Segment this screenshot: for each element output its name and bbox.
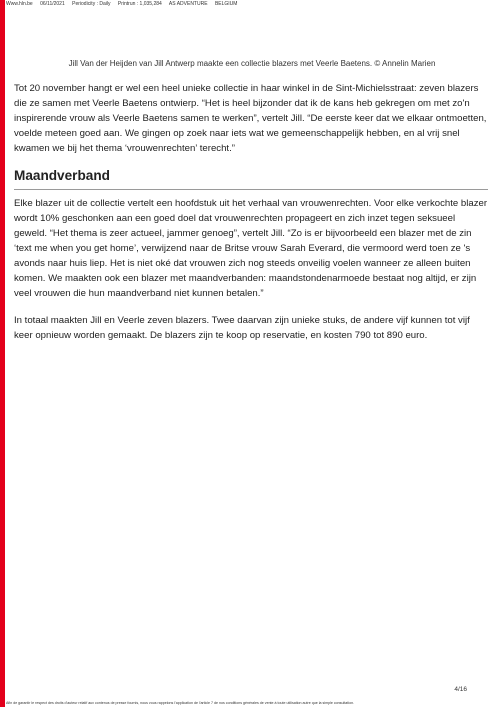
periodicity: Periodicity : Daily (72, 1, 111, 7)
body-paragraph: Elke blazer uit de collectie vertelt een hoofdstuk uit het verhaal van vrouwenrechten. Voor elke verkochte blazer wordt 10% geschonken aan een goed doel dat vrouwenrechten propageert en zich inzet tegen seksueel geweld. “Het thema is zeer actueel, jammer genoeg”, vertelt Jill. “Zo is er bijvoorbeeld een blazer met de zin ‘text me when you get home’, verwijzend naar de Britse vrouw Sarah Everard, die vermoord werd toen ze 's avonds naar huis liep. Het is niet oké dat vrouwen zich nog steeds onveilig voelen wanneer ze alleen buiten komen. We maakten ook een blazer met maandverbanden: maandstondenarmoede bestaat nog altijd, er zijn veel vrouwen die hun maandverband niet kunnen betalen.” (14, 198, 488, 299)
page-number: 4/16 (454, 686, 467, 693)
article-body (14, 81, 488, 343)
country-tag: BELGIUM (214, 1, 238, 7)
section-tag: AS ADVENTURE (168, 1, 208, 7)
left-accent-bar (0, 0, 5, 707)
photo-caption: Jill Van der Heijden van Jill Antwerp maakte een collectie blazers met Veerle Baetens. © Annelin Marien (68, 59, 436, 68)
publication-date: 06/11/2021 (40, 1, 65, 7)
copyright-footer: Afin de garantir le respect des droits d'auteur relatif aux contenus de presse fournis, nous vous rappelons l'application de l'article 7 de nos conditions générales de vente à toute utilisation autre que la simple consultation. (6, 701, 355, 705)
intro-paragraph: Tot 20 november hangt er wel een heel unieke collectie in haar winkel in de Sint-Michielsstraat: zeven blazers die ze samen met Veerle Baetens ontwierp. “Het is heel bijzonder dat ik de kans heb gekregen om met zo'n inspirerende vrouw als Veerle Baetens samen te werken”, vertelt Jill. “De eerste keer dat we elkaar ontmoetten, voelde meteen goed aan. We gingen op zoek naar iets wat we gemeenschappelijk hebben, en al vrij snel kwamen we bij het thema ‘vrouwenrechten’ terecht.” (14, 83, 487, 154)
closing-paragraph: In totaal maakten Jill en Veerle zeven blazers. Twee daarvan zijn unieke stuks, de andere vijf kunnen tot vijf keer opnieuw worden gemaakt. De blazers zijn te koop op reservatie, en kosten 790 tot 890 euro. (14, 315, 470, 341)
printrun: Printrun : 1,035,284 (117, 1, 162, 7)
section-heading: Maandverband (14, 168, 488, 190)
source-link[interactable]: Www.hln.be (6, 1, 33, 7)
press-clipping-header (6, 1, 496, 8)
